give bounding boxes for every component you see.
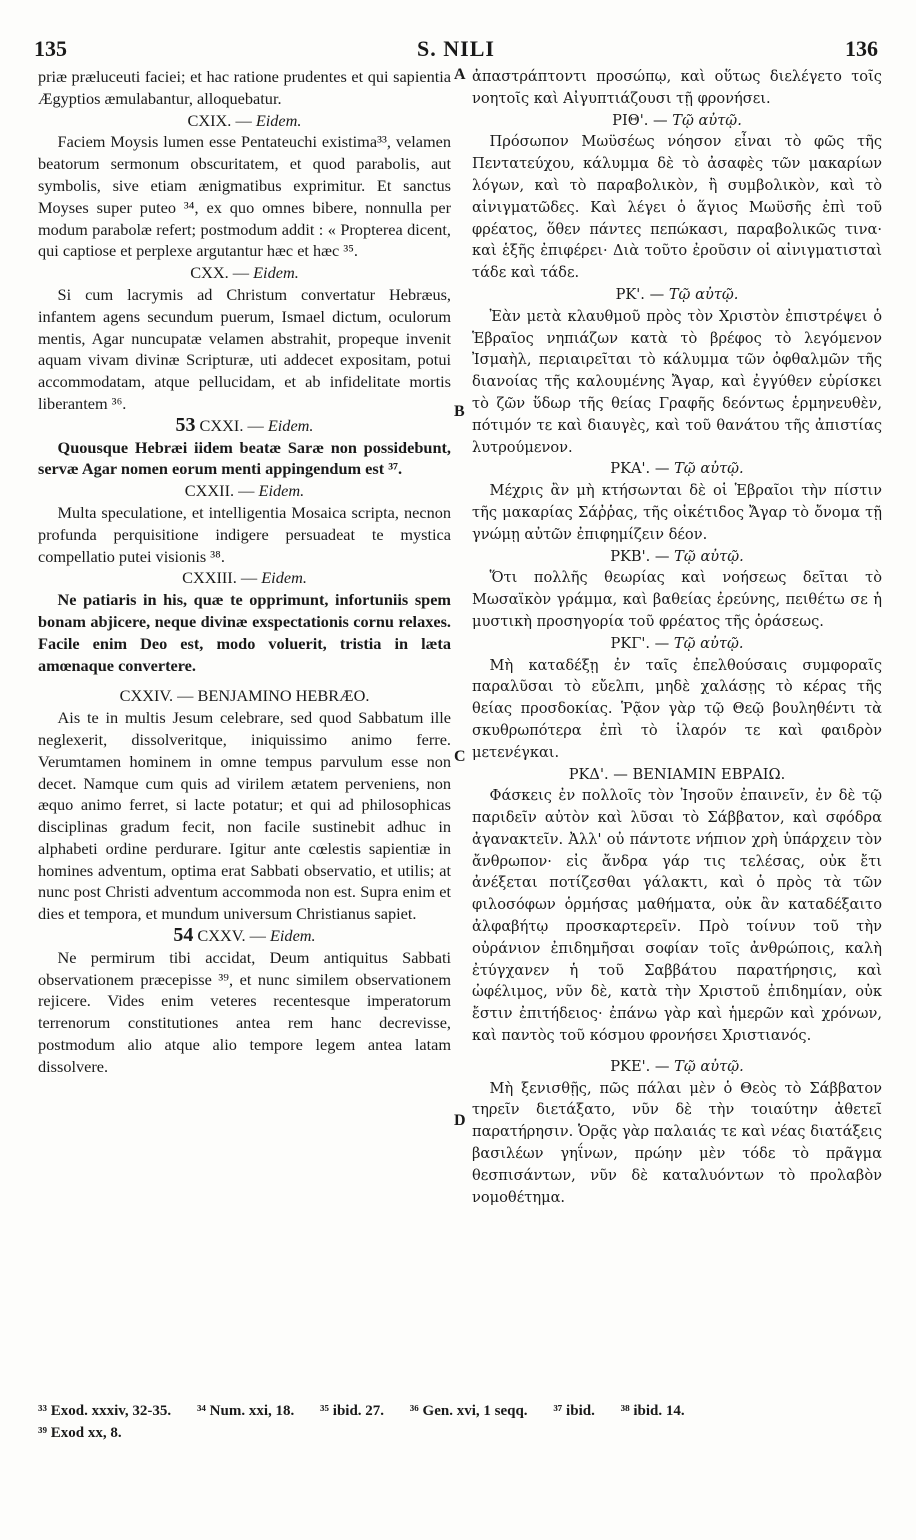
latin-heading-125: 54 CXXV. — Eidem. (173, 924, 316, 947)
greek-text-122: Ὅτι πολλῆς θεωρίας καὶ νοήσεως δεῖται τὸ Μωσαϊκὸν γράμμα, καὶ βαθείας ἐρεύνης, πειθέτω σε ἡ μυστικὴ προσηγορία τοῦ φρέατος τῆς ὁράσεως. (472, 569, 882, 630)
page-number-right: 136 (845, 36, 878, 61)
footnote-34: ³⁴ Num. xxi, 18. (196, 1403, 295, 1419)
page-number-left: 135 (34, 36, 67, 61)
footnote-33: ³³ Exod. xxxiv, 32-35. (38, 1403, 172, 1419)
latin-text-125: Ne permirum tibi accidat, Deum antiquitus Sabbati observationem præcepisse ³⁹, et nunc similem observationem rejicere. Vides enim veteres recentesque imperatorum terrenorum constitutiones antea rem hanc decrevisse, postmodum alio atque alio tempore legem antea latam dissolvere. (38, 947, 451, 1076)
greek-text-120: Ἐὰν μετὰ κλαυθμοῦ πρὸς τὸν Χριστὸν ἐπιστρέψει ὁ Ἑβραῖος νηπιάζων κατὰ τὸ βρέφος τὸ λεγόμενον Ἰσμαὴλ, περιαιρεῖται τὸ κάλυμμα τῶν ὀφθαλμῶν τῆς διανοίας τῆς καλουμένης Ἄγαρ, καὶ ἐγγύθεν εὑρίσκει τὸ ζῶν ὕδωρ τῆς θείας Γραφῆς δεόντως ἑρμηνευθὲν, πότιμόν τε καὶ διαυγὲς, καὶ τοῦ θανάτου τῆς ἀπιστίας λυτρούμενον. (472, 307, 882, 456)
margin-letter-c: C (454, 748, 466, 765)
latin-text-123: Ne patiaris in his, quæ te opprimunt, infortuniis spem bonam abjicere, neque divinæ exspectationis cornu relaxes. Facile enim Deo est, modo voluerit, tristia in læta amœnaque convertere. (38, 590, 451, 675)
greek-heading-119: ΡΙΘ'. — Τῷ αὐτῷ. (612, 111, 742, 129)
running-title: S. NILI (417, 36, 495, 61)
latin-heading-120: CXX. — Eidem. (190, 263, 299, 283)
greek-text-119: Πρόσωπον Μωϋσέως νόησον εἶναι τὸ φῶς τῆς Πεντατεύχου, κάλυμμα δὲ τὸ ἀσαφὲς τῶν μακαρίων λόγων, καὶ τὸ παραβολικὸν, ἢ συμβολικὸν, καὶ τὸ αἰνιγματῶδες. Καὶ λέγει ὁ ἅγιος Μωϋσῆς ἐπὶ τοῦ φρέατος, ὅθεν πάντες πεπώκασι, παραβολικῶς τινα· καὶ ἑξῆς ἐπιφέρει· Διὰ τοῦτο ἐροῦσιν οἱ αἰνιγματισταὶ τάδε καὶ τάδε. (472, 133, 882, 282)
footnote-37: ³⁷ ibid. (553, 1403, 595, 1419)
footnote-39: ³⁹ Exod xx, 8. (38, 1425, 122, 1441)
footnote-line-2 (38, 1422, 883, 1444)
greek-heading-120: ΡΚ'. — Τῷ αὐτῷ. (615, 285, 739, 303)
column-number-54: 54 (173, 924, 194, 947)
latin-heading-119: CXIX. — Eidem. (187, 110, 302, 130)
latin-text-119: Faciem Moysis lumen esse Pentateuchi existima³³, velamen beatorum sermonum obscuritatem, et quod parabolis, aut symbolis, sive etiam ænigmatibus exprimitur. Et sanctus Moyses super puteo ³⁴, ex quo omnes bibere, nonnulla per modum parabolæ refert; postmodum addit : « Propterea dicent, qui captiose et perplexe argutantur hæc et hæc ³⁵. (38, 132, 451, 261)
greek-heading-121: ΡΚΑ'. — Τῷ αὐτῷ. (610, 460, 744, 478)
margin-letter-d: D (454, 1112, 466, 1129)
latin-heading-123: CXXIII. — Eidem. (182, 568, 307, 588)
latin-text-124: Ais te in multis Jesum celebrare, sed quod Sabbatum ille neglexerit, dissolveritque, iniquissimo animo ferre. Verumtamen hominem in omne tempus parvulum esse non decet. Namque cum quis ad virilem ætatem perveniens, non æquo animo ferret, si lacte potatur; et qui ad philosophicas disciplinas gradum fecit, non facile sustinebit adhuc in alphabeti ordine perdurare. Igitur ante cœlestis sapientiæ in homines adventum, optima erat Sabbati observatio, et utilis; at nunc post Christi adventum accommoda non est. Supra enim et dies et tempora, et mundum universum Christianus sapiet. (38, 708, 451, 924)
greek-intro: ἀπαστράπτοντι προσώπῳ, καὶ οὕτως διελέγετο τοῖς νοητοῖς καὶ Αἰγυπτιάζουσι τῇ φρονήσει. (472, 68, 882, 107)
margin-letter-b: B (454, 403, 465, 420)
greek-heading-122: ΡΚΒ'. — Τῷ αὐτῷ. (610, 547, 744, 565)
greek-heading-123: ΡΚΓ'. — Τῷ αὐτῷ. (610, 634, 744, 652)
greek-text-124: Φάσκεις ἐν πολλοῖς τὸν Ἰησοῦν ἐπαινεῖν, ἐν δὲ τῷ παριδεῖν αὐτὸν καὶ λῦσαι τὸ Σάββατον, καὶ σφόδρα ἀγανακτεῖν. Ἀλλ' οὐ πάντοτε νήπιον χρὴ ὑπάρχειν τὸν ἄνθρωπον· εἰς ἄνδρα γάρ τις τελέσας, οὐκ ἔτι ἀνέξεται ποτίζεσθαι γάλακτι, καὶ ὁ πρὸς τὰ τῶν φιλοσόφων ὁρμήσας μαθήματα, οὐκ ἂν καταδέξαιτο ἀλφαβήτῳ προσκαρτερεῖν. Πρὸ τοίνυν τοῦ τὴν οὐράνιον ἐπιδημῆσαι σοφίαν τοῖς ἀνθρώποις, καλὴ ἐτύγχανεν ἡ τοῦ Σαββάτου παρατήρησις, καὶ ὠφέλιμος, νῦν δὲ, κατὰ τὴν Χριστοῦ ἐπιδημίαν, οὐκ ἔστιν ἐπιτήδειος· ἐπάνω γὰρ καὶ ἡμερῶν καὶ χρόνων, καὶ παντὸς τοῦ κόσμου φρονήσει Χριστιανός. (472, 787, 882, 1045)
latin-heading-124: CXXIV. — BENJAMINO HEBRÆO. (119, 686, 370, 706)
latin-heading-122: CXXII. — Eidem. (184, 481, 305, 501)
latin-text-121: Quousque Hebræi iidem beatæ Saræ non possidebunt, servæ Agar nomen eorum menti appingendum est ³⁷. (38, 437, 451, 479)
latin-text-122: Multa speculatione, et intelligentia Mosaica scripta, necnon profunda perquisitione indigere persuadeat te mystica compellatio putei visionis ³⁸. (38, 502, 451, 566)
latin-column (38, 66, 451, 1078)
page-header (34, 36, 878, 64)
footnotes (38, 1400, 883, 1444)
margin-letter-a: A (454, 66, 466, 83)
greek-text-123: Μὴ καταδέξῃ ἐν ταῖς ἐπελθούσαις συμφοραῖς παραλῦσαι τὸ εὔελπι, μηδὲ χαλάσῃς τὸ κέρας τῆς θείας προσδοκίας. Ῥᾷον γὰρ τῷ Θεῷ βουληθέντι τὰ σκυθρωπότερα ἐπὶ τὸ ἱλαρόν τε καὶ φαιδρὸν μετενέγκαι. (472, 656, 882, 761)
latin-text-120: Si cum lacrymis ad Christum convertatur Hebræus, infantem agens secundum puerum, Ismael dictum, oculorum mentis, Agar nuncupatæ velamen abstrahit, propeque invenit aquam vivam divinæ Scripturæ, uti addecet expositam, potui accommodatam, atque pellucidam, et ab infidelitate mortis liberantem ³⁶. (38, 284, 451, 413)
latin-heading-121: 53 CXXI. — Eidem. (175, 413, 314, 436)
greek-column (472, 66, 882, 1208)
greek-heading-125: ΡΚΕ'. — Τῷ αὐτῷ. (610, 1057, 744, 1075)
footnote-36: ³⁶ Gen. xvi, 1 seqq. (409, 1403, 528, 1419)
greek-heading-124: ΡΚΔ'. — ΒΕΝΙΑΜΙΝ ΕΒΡΑΙΩ. (568, 765, 786, 783)
greek-text-121: Μέχρις ἂν μὴ κτήσωνται δὲ οἱ Ἑβραῖοι τὴν πίστιν τῆς μακαρίας Σάῤῥας, τῆς οἰκέτιδος Ἄγαρ τὸ ὄνομα τῇ γνώμῃ αὐτῶν ἐπιφημίζειν δέον. (472, 482, 882, 543)
column-number-53: 53 (175, 413, 196, 436)
footnote-35: ³⁵ ibid. 27. (320, 1403, 385, 1419)
footnote-38: ³⁸ ibid. 14. (620, 1403, 685, 1419)
footnote-line-1 (38, 1400, 883, 1422)
greek-text-125: Μὴ ξενισθῇς, πῶς πάλαι μὲν ὁ Θεὸς τὸ Σάββατον τηρεῖν διετάξατο, νῦν δὲ τὴν τοιαύτην ἀθετεῖ παρατήρησιν. Ὁρᾷς γὰρ παλαιάς τε καὶ νέας διατάξεις βασιλέων γηΐνων, πρώην μὲν τόδε τὸ πρᾶγμα θεσπισάντων, νῦν δὲ καταλυόντων τὸ προλαβὸν νομοθέτημα. (472, 1079, 882, 1206)
latin-intro: priæ præluceuti faciei; et hac ratione prudentes et qui sapientia Ægyptios æmulabantur, alloquebatur. (38, 67, 451, 108)
